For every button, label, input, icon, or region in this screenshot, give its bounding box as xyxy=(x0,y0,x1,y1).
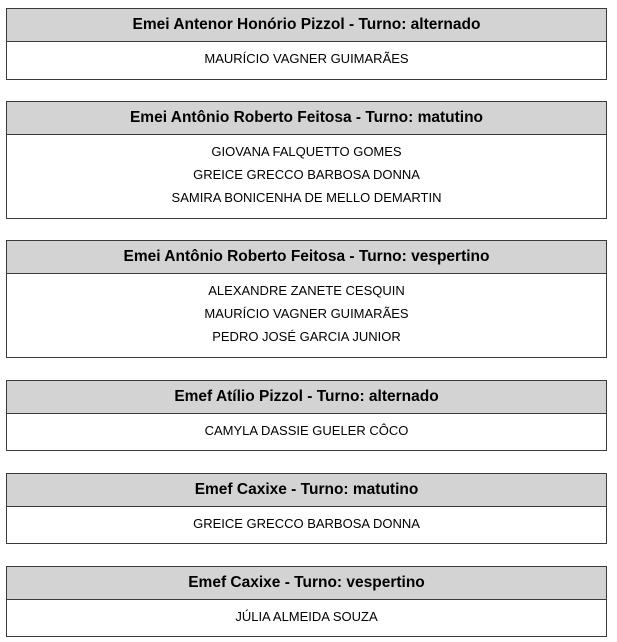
person-name: SAMIRA BONICENHA DE MELLO DEMARTIN xyxy=(171,190,442,205)
section-title: Emei Antônio Roberto Feitosa - Turno: vespertino xyxy=(7,241,606,274)
section-title: Emef Caxixe - Turno: matutino xyxy=(7,474,606,507)
person-name: MAURÍCIO VAGNER GUIMARÃES xyxy=(204,51,409,66)
person-name: GIOVANA FALQUETTO GOMES xyxy=(211,144,402,159)
school-section xyxy=(6,8,607,80)
person-name: MAURÍCIO VAGNER GUIMARÃES xyxy=(204,306,409,321)
person-name: JÚLIA ALMEIDA SOUZA xyxy=(235,609,378,624)
name-list xyxy=(7,42,606,70)
person-name: CAMYLA DASSIE GUELER CÔCO xyxy=(204,423,409,438)
name-list xyxy=(7,414,606,442)
school-section xyxy=(6,380,607,451)
person-name: GREICE GRECCO BARBOSA DONNA xyxy=(193,167,420,182)
school-section xyxy=(6,240,607,358)
person-name: GREICE GRECCO BARBOSA DONNA xyxy=(193,516,420,531)
person-name: PEDRO JOSÉ GARCIA JUNIOR xyxy=(212,329,401,344)
name-list xyxy=(7,507,606,535)
person-name: ALEXANDRE ZANETE CESQUIN xyxy=(208,283,405,298)
name-list xyxy=(7,135,606,209)
school-section xyxy=(6,101,607,219)
school-section xyxy=(6,473,607,544)
section-title: Emei Antônio Roberto Feitosa - Turno: matutino xyxy=(7,102,606,135)
section-title: Emef Caxixe - Turno: vespertino xyxy=(7,567,606,600)
name-list xyxy=(7,600,606,628)
section-title: Emef Atílio Pizzol - Turno: alternado xyxy=(7,381,606,414)
school-section xyxy=(6,566,607,637)
section-title: Emei Antenor Honório Pizzol - Turno: alternado xyxy=(7,9,606,42)
name-list xyxy=(7,274,606,348)
